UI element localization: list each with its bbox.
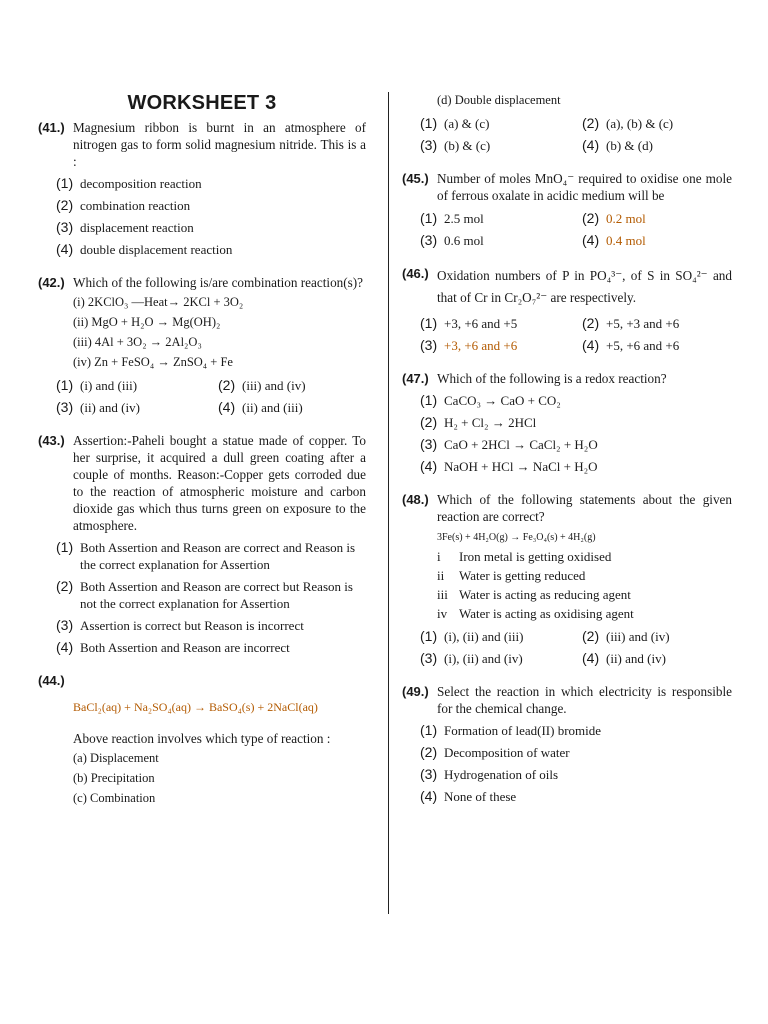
option[interactable]: (4) double displacement reaction bbox=[56, 241, 233, 257]
question-text: Magnesium ribbon is burnt in an atmosphere of nitrogen gas to form solid magnesium nitride. This is a : bbox=[73, 120, 366, 169]
option[interactable]: (2) 0.2 mol bbox=[582, 210, 646, 226]
question-text: Select the reaction in which electricity is responsible for the chemical change. bbox=[437, 684, 732, 716]
question-number: (45.) bbox=[402, 171, 429, 186]
option[interactable]: (1) decomposition reaction bbox=[56, 175, 202, 191]
question-number: (46.) bbox=[402, 266, 429, 281]
option[interactable]: (1) Both Assertion and Reason are correct and Reason is the correct explanation for Assertion bbox=[56, 539, 356, 572]
option[interactable]: (4) 0.4 mol bbox=[582, 232, 646, 248]
option[interactable]: (4) (ii) and (iv) bbox=[582, 650, 666, 666]
reaction-line: (iii) 4Al + 3O₂ → 2Al₂O₃ bbox=[73, 335, 202, 349]
option[interactable]: (3) (ii) and (iv) bbox=[56, 399, 140, 415]
option[interactable]: (2) (iii) and (iv) bbox=[218, 377, 306, 393]
option[interactable]: (4) (ii) and (iii) bbox=[218, 399, 303, 415]
question-46 bbox=[402, 265, 732, 354]
right-column bbox=[402, 92, 732, 805]
question-number: (43.) bbox=[38, 433, 65, 448]
option[interactable]: (1) (i) and (iii) bbox=[56, 377, 138, 393]
option[interactable]: (1) Formation of lead(II) bromide bbox=[420, 722, 602, 738]
option[interactable]: (2) +5, +3 and +6 bbox=[582, 315, 680, 331]
option[interactable]: (2) H₂ + Cl₂ → 2HCl bbox=[420, 414, 537, 430]
question-text: Assertion:-Paheli bought a statue made of copper. To her surprise, it acquired a dull green coating after a couple of months. Reason:-Copper gets corroded due to the reaction of atmospheric moisture and carbon dioxide gas which thus turns green on exposure to the atmosphere. bbox=[73, 433, 366, 533]
question-text: Oxidation numbers of P in PO₄³⁻, of S in SO₄²⁻ and that of Cr in Cr₂O₇²⁻ are respectively. bbox=[437, 268, 732, 305]
option[interactable]: (1) (a) & (c) bbox=[420, 115, 490, 131]
option[interactable]: (1) +3, +6 and +5 bbox=[420, 315, 518, 331]
question-number: (44.) bbox=[38, 673, 65, 688]
statement: iv Water is acting as oxidising agent bbox=[437, 606, 634, 621]
statement: (a) Displacement bbox=[73, 751, 159, 765]
question-48 bbox=[402, 491, 732, 667]
option[interactable]: (2) (a), (b) & (c) bbox=[582, 115, 674, 131]
options-grid bbox=[56, 377, 366, 416]
question-number: (41.) bbox=[38, 120, 65, 135]
question-44 bbox=[38, 672, 366, 807]
option[interactable]: (4) +5, +6 and +6 bbox=[582, 337, 680, 353]
option[interactable]: (3) +3, +6 and +6 bbox=[420, 337, 518, 353]
question-44-continued bbox=[402, 92, 732, 154]
reaction-line: (iv) Zn + FeSO₄ → ZnSO₄ + Fe bbox=[73, 355, 233, 369]
option[interactable]: (4) None of these bbox=[420, 788, 517, 804]
question-41 bbox=[38, 119, 366, 258]
option[interactable]: (2) Decomposition of water bbox=[420, 744, 570, 760]
statement: (c) Combination bbox=[73, 791, 156, 805]
statement: (d) Double displacement bbox=[437, 93, 561, 107]
option[interactable]: (3) CaO + 2HCl → CaCl₂ + H₂O bbox=[420, 436, 598, 452]
question-number: (48.) bbox=[402, 492, 429, 507]
question-43 bbox=[38, 432, 366, 656]
column-divider bbox=[388, 92, 389, 914]
question-42 bbox=[38, 274, 366, 416]
reaction-equation: 3Fe(s) + 4H₂O(g) → Fe₃O₄(s) + 4H₂(g) bbox=[437, 532, 596, 543]
reaction-equation: BaCl₂(aq) + Na₂SO₄(aq) → BaSO₄(s) + 2NaCl(aq) bbox=[73, 700, 318, 714]
question-text: Above reaction involves which type of reaction : bbox=[73, 731, 331, 746]
question-45 bbox=[402, 170, 732, 249]
option[interactable]: (3) displacement reaction bbox=[56, 219, 194, 235]
option[interactable]: (2) combination reaction bbox=[56, 197, 191, 213]
question-text: Number of moles MnO₄⁻ required to oxidise one mole of ferrous oxalate in acidic medium will be bbox=[437, 171, 732, 203]
statement: iii Water is acting as reducing agent bbox=[437, 587, 631, 602]
statement: i Iron metal is getting oxidised bbox=[437, 549, 612, 564]
option[interactable]: (2) Both Assertion and Reason are correct but Reason is not the correct explanation for Assertion bbox=[56, 578, 353, 611]
question-text: Which of the following is a redox reaction? bbox=[437, 371, 667, 386]
question-47 bbox=[402, 370, 732, 475]
question-number: (42.) bbox=[38, 275, 65, 290]
options-grid bbox=[420, 115, 732, 154]
option[interactable]: (3) (b) & (c) bbox=[420, 137, 491, 153]
question-number: (47.) bbox=[402, 371, 429, 386]
option[interactable]: (1) CaCO₃ → CaO + CO₂ bbox=[420, 392, 561, 408]
worksheet-title: WORKSHEET 3 bbox=[127, 92, 277, 114]
reaction-line: (ii) MgO + H₂O → Mg(OH)₂ bbox=[73, 315, 221, 329]
reaction-line: (i) 2KClO₃ —Heat→ 2KCl + 3O₂ bbox=[73, 295, 244, 309]
option[interactable]: (3) 0.6 mol bbox=[420, 232, 484, 248]
statement: (b) Precipitation bbox=[73, 771, 155, 785]
option[interactable]: (1) 2.5 mol bbox=[420, 210, 484, 226]
left-column bbox=[38, 92, 366, 807]
options-grid bbox=[420, 628, 732, 667]
options-grid bbox=[420, 210, 732, 249]
option[interactable]: (3) (i), (ii) and (iv) bbox=[420, 650, 523, 666]
option[interactable]: (3) Assertion is correct but Reason is incorrect bbox=[56, 617, 304, 633]
option[interactable]: (1) (i), (ii) and (iii) bbox=[420, 628, 524, 644]
option[interactable]: (4) (b) & (d) bbox=[582, 137, 653, 153]
option[interactable]: (2) (iii) and (iv) bbox=[582, 628, 670, 644]
option[interactable]: (4) Both Assertion and Reason are incorrect bbox=[56, 639, 290, 655]
option[interactable]: (3) Hydrogenation of oils bbox=[420, 766, 559, 782]
option[interactable]: (4) NaOH + HCl → NaCl + H₂O bbox=[420, 458, 598, 474]
question-49 bbox=[402, 683, 732, 805]
options-grid bbox=[420, 315, 732, 354]
question-number: (49.) bbox=[402, 684, 429, 699]
question-text: Which of the following is/are combination reaction(s)? bbox=[73, 275, 364, 290]
question-text: Which of the following statements about the given reaction are correct? bbox=[437, 492, 732, 524]
statement: ii Water is getting reduced bbox=[437, 568, 586, 583]
